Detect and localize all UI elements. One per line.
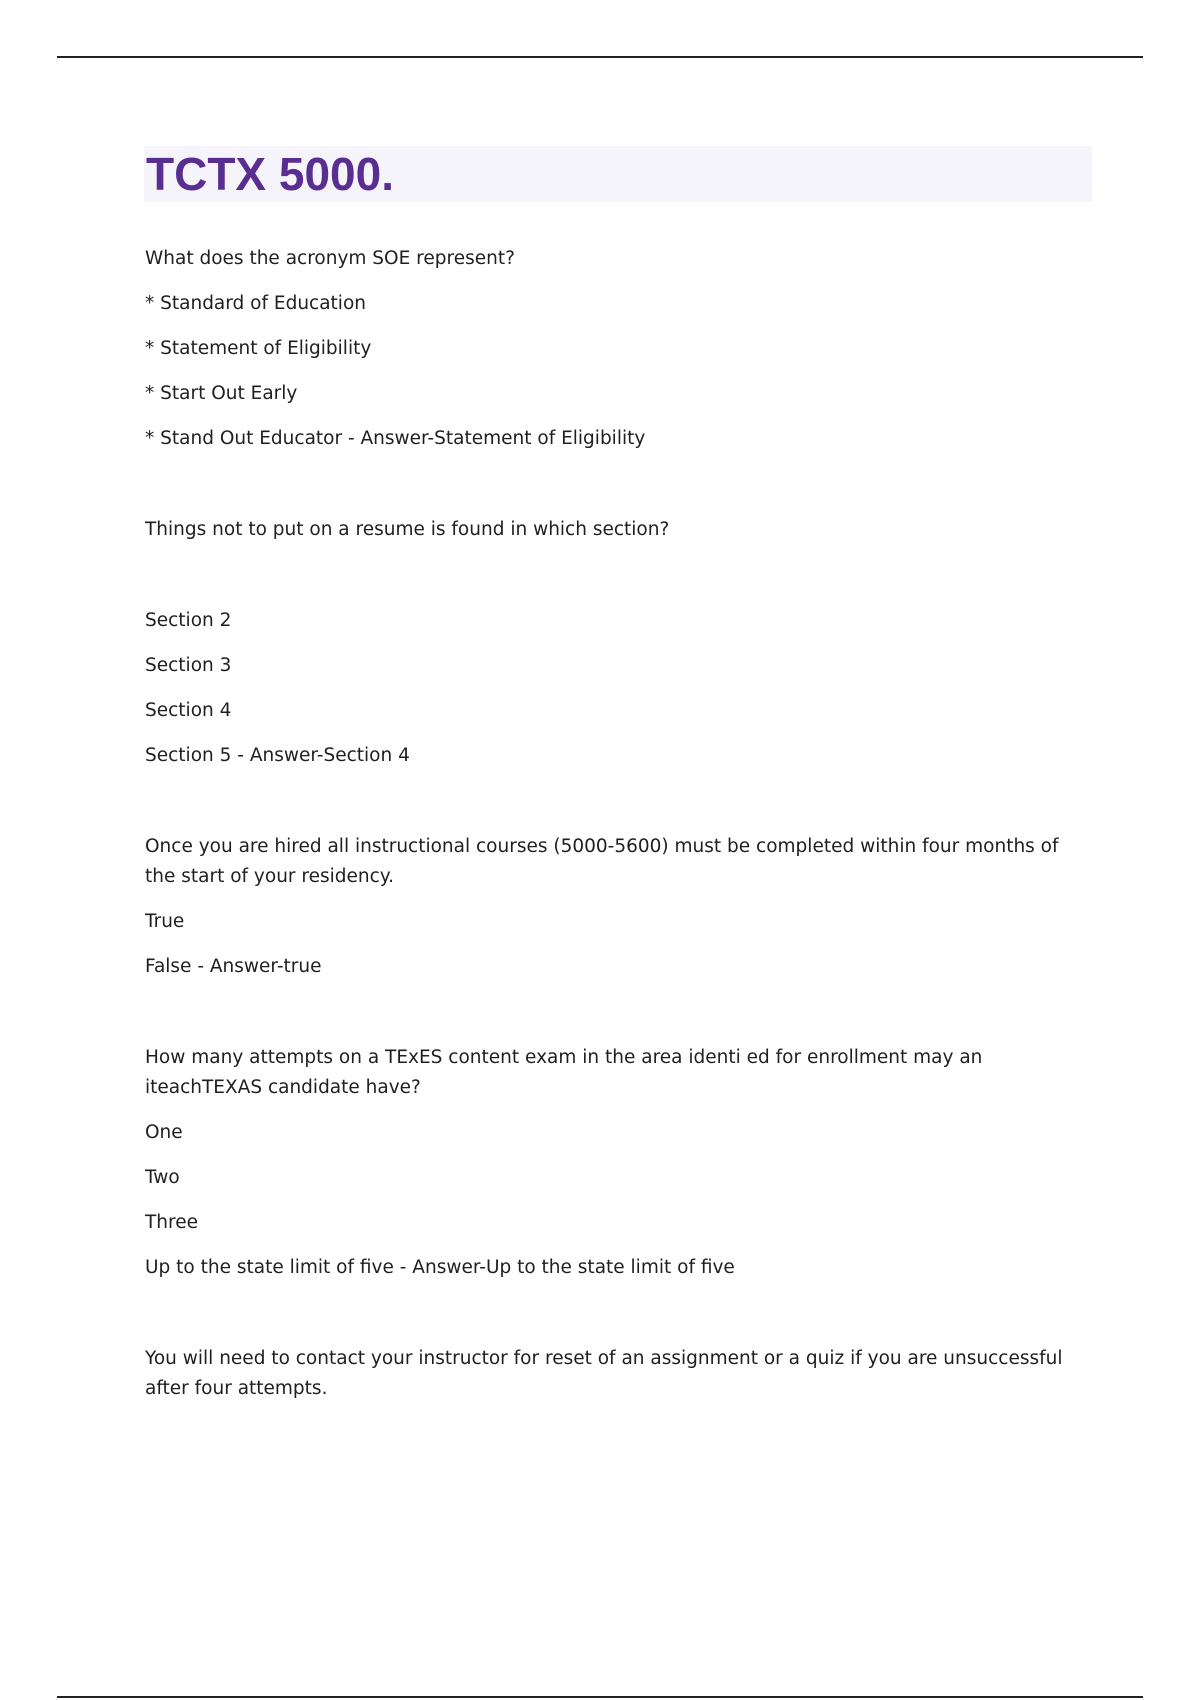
bottom-rule <box>57 1696 1143 1698</box>
answer-option: Two <box>145 1167 180 1188</box>
answer-option: Up to the state limit of five - Answer-Up to the state limit of five <box>145 1257 735 1278</box>
answer-option: False - Answer-true <box>145 956 322 977</box>
spacer <box>145 454 1085 485</box>
question-text: What does the acronym SOE represent? <box>145 248 515 269</box>
document-title: TCTX 5000. <box>146 148 394 200</box>
answer-option: Section 2 <box>145 610 232 631</box>
question-text: How many attempts on a TExES content exam in the area identi ed for enrollment may an iteachTEXAS candidate have? <box>145 1047 983 1098</box>
question-block <box>145 1344 1085 1404</box>
spacer <box>145 771 1085 832</box>
top-rule <box>57 56 1143 58</box>
question-text: Things not to put on a resume is found in which section? <box>145 519 670 540</box>
spacer <box>145 485 1085 515</box>
answer-option: Section 4 <box>145 700 232 721</box>
answer-option: * Statement of Eligibility <box>145 338 372 359</box>
answer-option: * Standard of Education <box>145 293 366 314</box>
answer-option: True <box>145 911 185 932</box>
spacer <box>145 1283 1085 1344</box>
question-block <box>145 832 1085 982</box>
answer-option: Three <box>145 1212 198 1233</box>
document-body <box>145 244 1085 1404</box>
answer-option: Section 5 - Answer-Section 4 <box>145 745 410 766</box>
question-block <box>145 244 1085 454</box>
answer-option: * Start Out Early <box>145 383 298 404</box>
answer-option: One <box>145 1122 183 1143</box>
answer-option: * Stand Out Educator - Answer-Statement of Eligibility <box>145 428 646 449</box>
question-text: Once you are hired all instructional courses (5000-5600) must be completed within four months of the start of your residency. <box>145 836 1059 887</box>
question-block <box>145 1043 1085 1283</box>
question-block <box>145 515 1085 771</box>
spacer <box>145 982 1085 1043</box>
question-text: You will need to contact your instructor for reset of an assignment or a quiz if you are unsuccessful after four attempts. <box>145 1348 1063 1399</box>
answer-option: Section 3 <box>145 655 232 676</box>
